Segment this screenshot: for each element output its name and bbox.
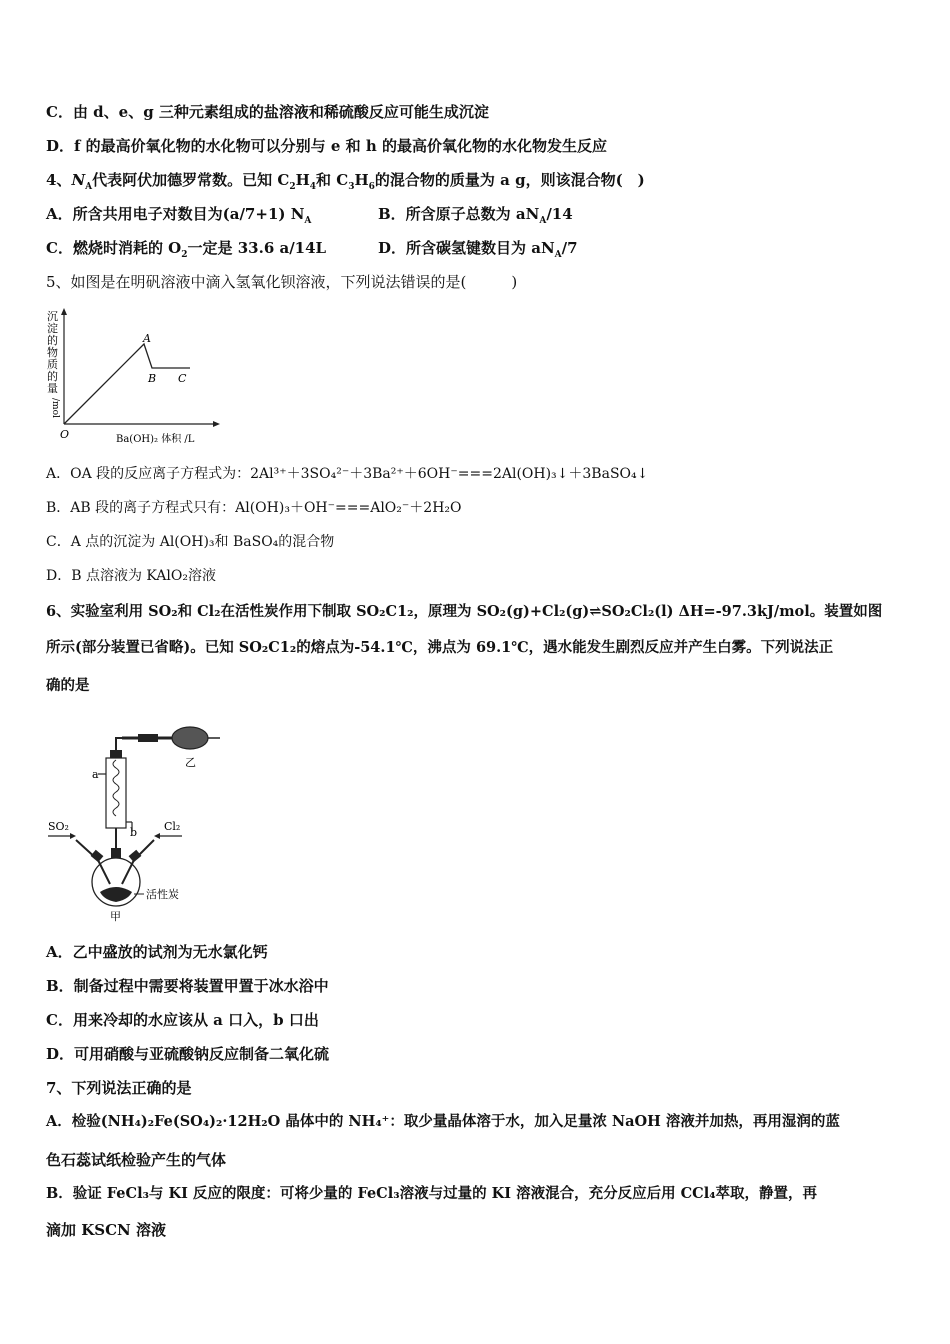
x-axis-arrow: [213, 421, 220, 427]
precipitate-curve: [64, 344, 190, 424]
q7-option-a-line2: 色石蕊试纸检验产生的气体: [46, 1151, 227, 1169]
q7-option-b-line2: 滴加 KSCN 溶液: [46, 1221, 166, 1239]
q6-option-d: D．可用硝酸与亚硫酸钠反应制备二氧化硫: [46, 1045, 330, 1063]
label-yi: 乙: [185, 756, 196, 769]
q5-option-d: D．B 点溶液为 KAlO₂溶液: [46, 568, 216, 584]
q4-option-d: D．所含碳氢键数目为 $aN_A/7$: [378, 239, 578, 260]
y-label-char: 沉: [47, 310, 58, 323]
y-label-char: 的: [47, 334, 58, 347]
point-a-label: A: [143, 332, 151, 345]
label-jia: 甲: [110, 910, 121, 923]
x-axis-label: Ba(OH)₂ 体积 /L: [116, 434, 195, 445]
label-a: a: [92, 768, 99, 781]
q4-option-b: B．所含原子总数为 $aN_A/14$: [378, 205, 573, 226]
q6-stem-line2: 所示(部分装置已省略)。已知 SO₂C1₂的熔点为-54.1℃，沸点为 69.1℃，遇水能发生剧烈反应并产生白雾。下列说法正: [46, 639, 834, 656]
q4-stem: 4、$N_A$代表阿伏加德罗常数。已知 $C_2H_4$和 $C_3H_6$的混合物的质量为 a g，则该混合物( ): [46, 171, 645, 192]
q5-option-c: C．A 点的沉淀为 Al(OH)₃和 BaSO₄的混合物: [46, 534, 335, 550]
y-label-char: 物: [47, 346, 58, 359]
y-label-char: 质: [47, 358, 58, 371]
point-c-label: C: [178, 372, 187, 385]
q6-stem-line1: 6、实验室利用 SO₂和 Cl₂在活性炭作用下制取 SO₂C1₂，原理为 SO₂(g)+Cl₂(g)⇌SO₂Cl₂(l) ΔH=-97.3kJ/mol。装置如图: [46, 603, 883, 620]
q7-stem: 7、下列说法正确的是: [46, 1079, 192, 1097]
q6-option-c: C．用来冷却的水应该从 a 口入，b 口出: [46, 1011, 319, 1029]
q3-option-c: C．由 d、e、g 三种元素组成的盐溶液和稀硫酸反应可能生成沉淀: [46, 103, 489, 121]
label-b: b: [130, 826, 138, 839]
origin-label: O: [60, 428, 70, 441]
q7-option-b-line1: B．验证 FeCl₃与 KI 反应的限度：可将少量的 FeCl₃溶液与过量的 KI 溶液混合，充分反应后用 CCl₄萃取，静置，再: [46, 1185, 818, 1202]
q4-option-c: C．燃烧时消耗的 $O_2$一定是 33.6 a/14L: [46, 239, 327, 260]
point-b-label: B: [148, 372, 157, 385]
y-label-char: 量: [47, 382, 58, 395]
q6-option-a: A．乙中盛放的试剂为无水氯化钙: [46, 943, 268, 961]
drying-bulb: [172, 727, 208, 749]
y-label-char: 淀: [47, 322, 58, 335]
q5-option-b: B．AB 段的离子方程式只有：Al(OH)₃＋OH⁻===AlO₂⁻＋2H₂O: [46, 500, 462, 516]
q5-stem: 5、如图是在明矾溶液中滴入氢氧化钡溶液，下列说法错误的是( ): [46, 273, 518, 291]
q5-option-a: A．OA 段的反应离子方程式为：2Al³⁺＋3SO₄²⁻＋3Ba²⁺＋6OH⁻===2Al(OH)₃↓＋3BaSO₄↓: [46, 466, 649, 482]
y-label-char: 的: [47, 370, 58, 383]
q6-apparatus-diagram: [44, 714, 234, 928]
q4-option-a: A．所含共用电子对数目为(a/7+1) $N_A$: [46, 205, 312, 226]
label-cl2: Cl₂: [164, 820, 181, 833]
q6-option-b: B．制备过程中需要将装置甲置于冰水浴中: [46, 977, 329, 995]
y-axis-arrow: [61, 308, 67, 315]
label-so2: SO₂: [48, 820, 69, 833]
q3-option-d: D．f 的最高价氧化物的水化物可以分别与 e 和 h 的最高价氧化物的水化物发生反应: [46, 137, 608, 155]
label-carbon: 活性炭: [146, 888, 179, 901]
activated-carbon: [100, 887, 132, 902]
q6-stem-line3: 确的是: [46, 677, 90, 694]
q7-option-a-line1: A．检验(NH₄)₂Fe(SO₄)₂·12H₂O 晶体中的 NH₄⁺：取少量晶体溶于水，加入足量浓 NaOH 溶液并加热，再用湿润的蓝: [46, 1113, 840, 1130]
q5-precipitate-graph: [44, 306, 224, 450]
y-label-unit: /mol: [50, 398, 60, 418]
